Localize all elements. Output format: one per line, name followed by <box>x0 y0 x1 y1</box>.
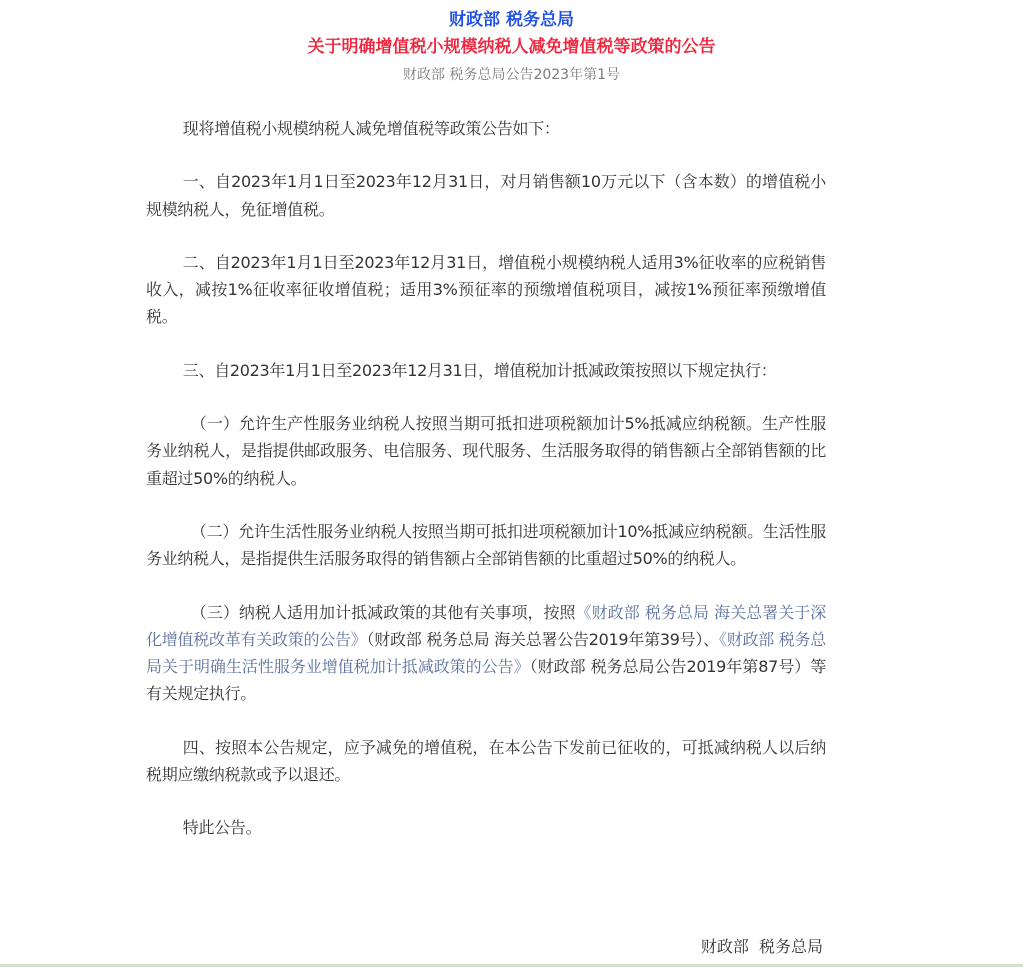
article-3: 三、自2023年1月1日至2023年12月31日，增值税加计抵减政策按照以下规定执行： <box>182 360 777 380</box>
intro-paragraph: 现将增值税小规模纳税人减免增值税等政策公告如下： <box>182 119 560 138</box>
clause-3-prefix: （三）纳税人适用加计抵减政策的其他有关事项，按照 <box>190 602 576 622</box>
document-title: 关于明确增值税小规模纳税人减免增值税等政策的公告 <box>307 37 716 57</box>
article-3-clause-3 <box>146 599 826 708</box>
article-3-clause-1: （一）允许生产性服务业纳税人按照当期可抵扣进项税额加计5%抵减应纳税额。生产性服务业纳税人，是指提供邮政服务、电信服务、现代服务、生活服务取得的销售额占全部销售额的比重超过50%的纳税人。 <box>146 414 826 488</box>
issuer-heading: 财政部 税务总局 <box>449 10 574 30</box>
closing-statement: 特此公告。 <box>182 818 262 838</box>
clause-3-suffix: （财政部 税务总局公告2019年第87号）等有关规定执行。 <box>146 657 826 704</box>
reference-link-2019-87[interactable]: 《财政部 税务总局关于明确生活性服务业增值税加计抵减政策的公告》 <box>146 629 826 677</box>
document-body <box>146 115 826 868</box>
article-1: 一、自2023年1月1日至2023年12月31日，对月销售额10万元以下（含本数）的增值税小规模纳税人，免征增值税。 <box>146 172 826 219</box>
document-header <box>0 8 1023 88</box>
clause-3-middle: （财政部 税务总局 海关总署公告2019年第39号）、 <box>366 629 719 649</box>
article-2: 二、自2023年1月1日至2023年12月31日，增值税小规模纳税人适用3%征收率的应税销售收入，减按1%征收率征收增值税；适用3%预征率的预缴增值税项目，减按1%预征率预缴增值税。 <box>146 252 826 327</box>
signature: 财政部 税务总局 <box>700 937 823 956</box>
article-4: 四、按照本公告规定，应予减免的增值税，在本公告下发前已征收的，可抵减纳税人以后纳税期应缴纳税款或予以退还。 <box>146 737 826 785</box>
document-number: 财政部 税务总局公告2023年第1号 <box>403 67 620 83</box>
reference-link-2019-39[interactable]: 《财政部 税务总局 海关总署关于深化增值税改革有关政策的公告》 <box>146 602 826 649</box>
article-3-clause-2: （二）允许生活性服务业纳税人按照当期可抵扣进项税额加计10%抵减应纳税额。生活性服务业纳税人，是指提供生活服务取得的销售额占全部销售额的比重超过50%的纳税人。 <box>146 521 826 569</box>
